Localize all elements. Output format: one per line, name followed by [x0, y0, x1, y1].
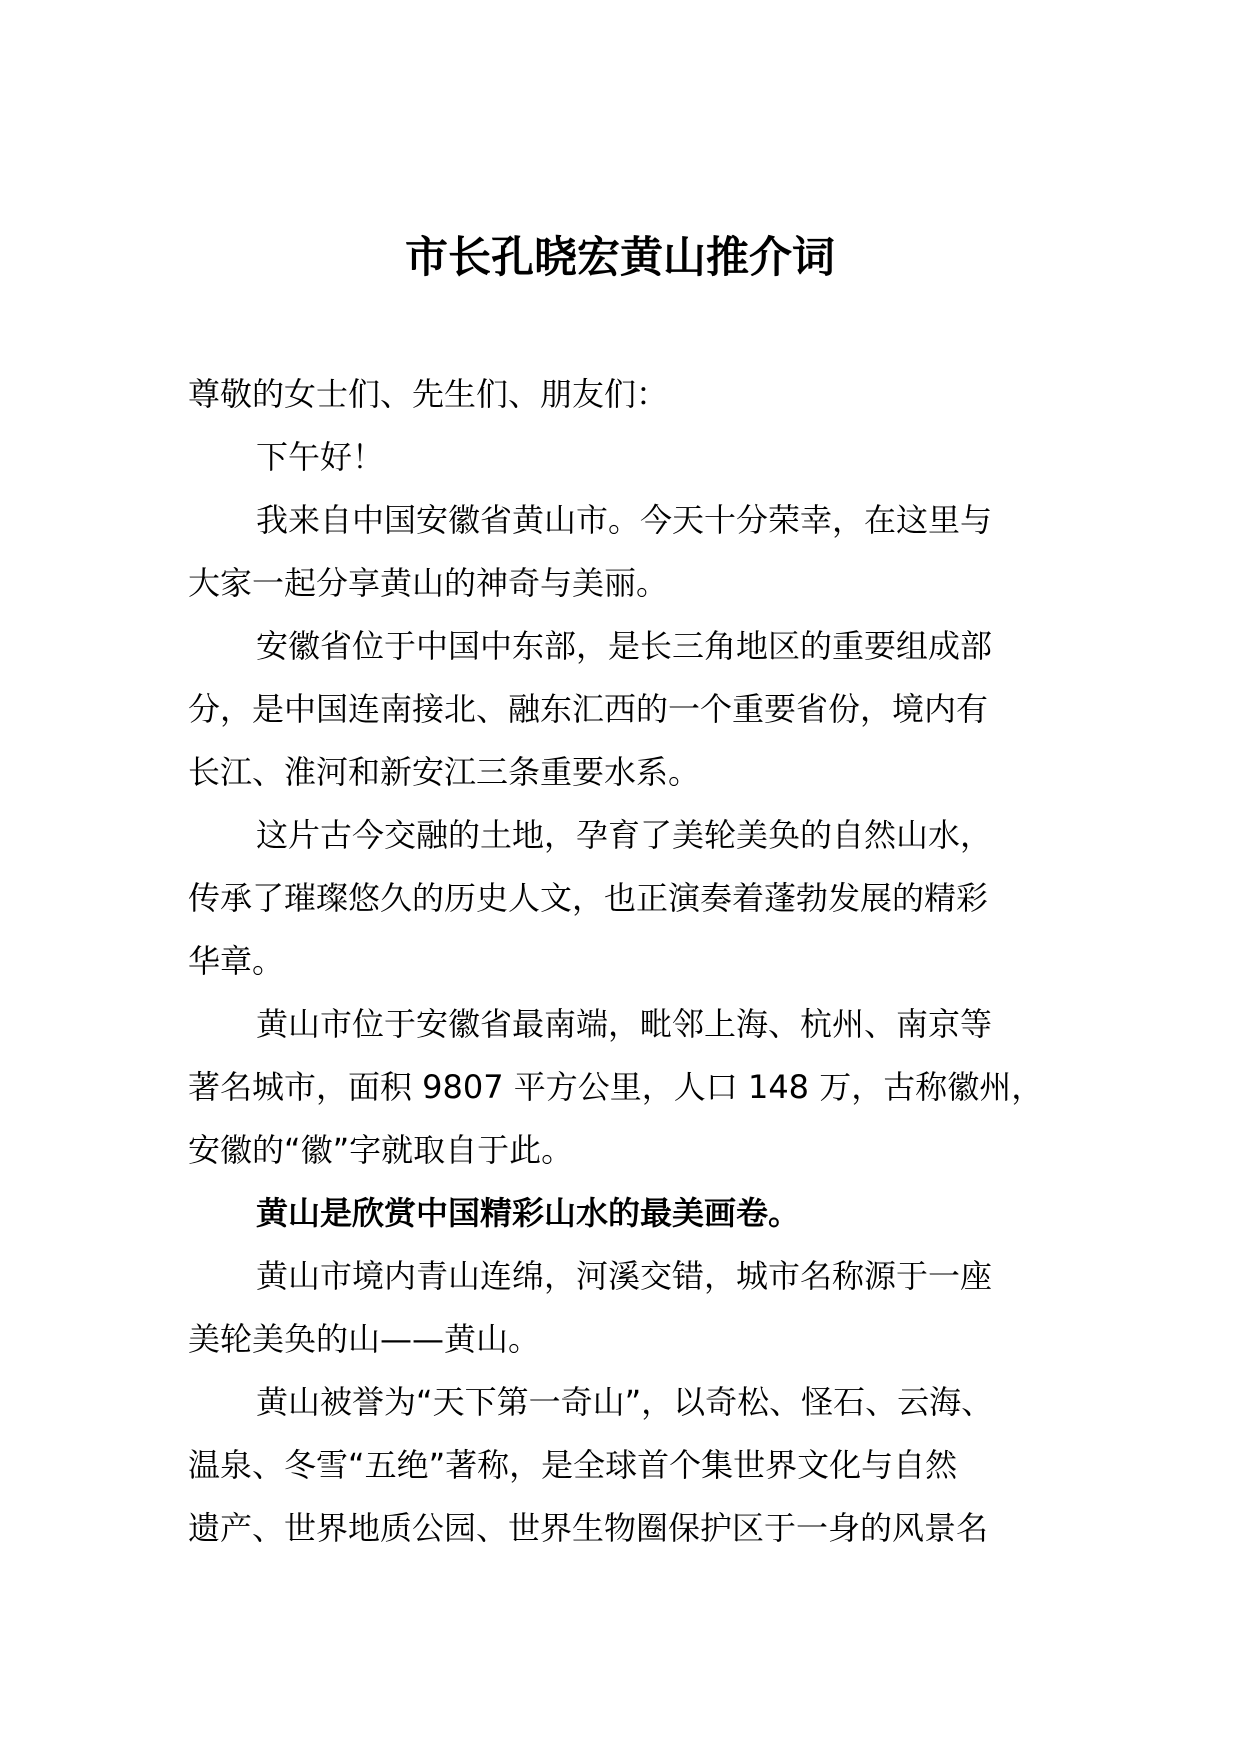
paragraph-line: 美轮美奂的山——黄山。	[188, 1320, 541, 1358]
greeting-line: 下午好！	[256, 438, 385, 476]
paragraph-line: 黄山市位于安徽省最南端，毗邻上海、杭州、南京等	[256, 1005, 993, 1043]
paragraph-line: 华章。	[188, 942, 285, 980]
paragraph-line: 长江、淮河和新安江三条重要水系。	[188, 753, 701, 791]
paragraph-line: 分，是中国连南接北、融东汇西的一个重要省份，境内有	[188, 690, 989, 728]
paragraph-line: 温泉、冬雪“五绝”著称，是全球首个集世界文化与自然	[188, 1446, 958, 1484]
salutation-line: 尊敬的女士们、先生们、朋友们：	[188, 375, 669, 413]
paragraph-line: 著名城市，面积 9807 平方公里，人口 148 万，古称徽州，	[188, 1068, 1044, 1106]
paragraph-line: 传承了璀璨悠久的历史人文，也正演奏着蓬勃发展的精彩	[188, 879, 989, 917]
paragraph-line: 遗产、世界地质公园、世界生物圈保护区于一身的风景名	[188, 1509, 989, 1547]
paragraph-line: 安徽的“徽”字就取自于此。	[188, 1131, 574, 1169]
paragraph-line: 安徽省位于中国中东部，是长三角地区的重要组成部	[256, 627, 993, 665]
document-title: 市长孔晓宏黄山推介词	[405, 233, 835, 283]
paragraph-line: 黄山市境内青山连绵，河溪交错，城市名称源于一座	[256, 1257, 993, 1295]
section-heading: 黄山是欣赏中国精彩山水的最美画卷。	[256, 1194, 801, 1232]
paragraph-line: 大家一起分享黄山的神奇与美丽。	[188, 564, 669, 602]
paragraph-line: 黄山被誉为“天下第一奇山”，以奇松、怪石、云海、	[256, 1383, 994, 1421]
paragraph-line: 这片古今交融的土地，孕育了美轮美奂的自然山水，	[256, 816, 993, 854]
paragraph-line: 我来自中国安徽省黄山市。今天十分荣幸，在这里与	[256, 501, 993, 539]
